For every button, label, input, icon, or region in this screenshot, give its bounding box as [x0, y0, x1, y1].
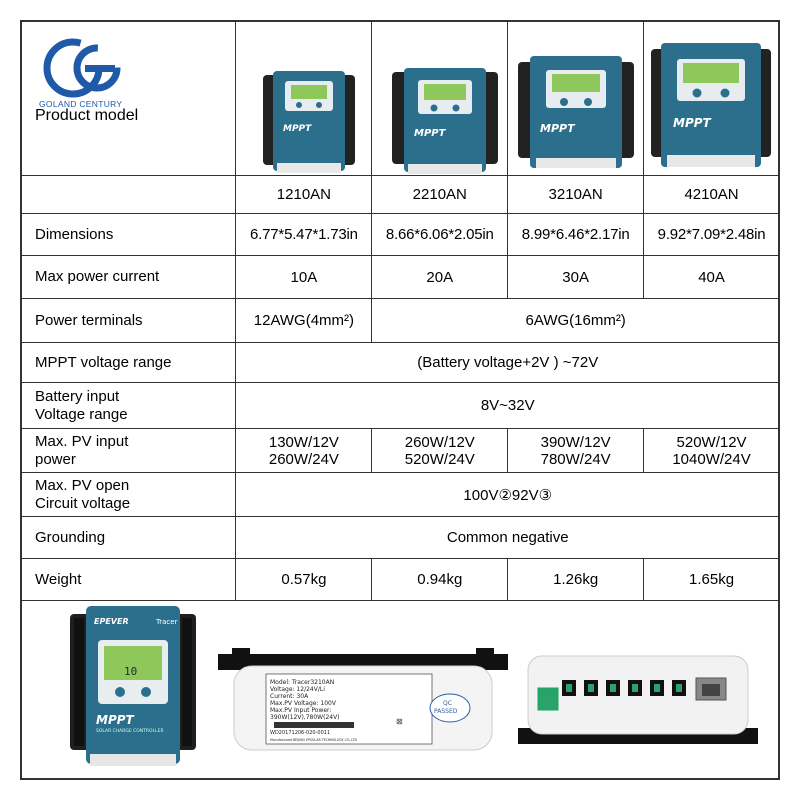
current-3210: 30A — [508, 256, 644, 299]
dimensions-3210: 8.99*6.46*2.17in — [508, 214, 644, 256]
dimensions-1210: 6.77*5.47*1.73in — [236, 214, 372, 256]
model-3210: 3210AN — [508, 176, 644, 214]
svg-text:MPPT: MPPT — [673, 116, 711, 130]
row-label-power-terminals: Power terminals — [21, 299, 236, 343]
pv-power-3210-12v: 390W/12V — [540, 433, 611, 451]
terminals-2210-4210: 6AWG(16mm²) — [372, 299, 780, 343]
epever-brand-text: EPEVER — [94, 617, 129, 626]
sticker-line-4: Max.PV Input Power: — [270, 707, 332, 714]
pv-power-1210-12v: 130W/12V — [268, 433, 339, 451]
lcd-value: 10 — [124, 665, 138, 678]
pv-power-2210-24v: 520W/24V — [404, 450, 475, 468]
product-model-label: Product model — [35, 107, 139, 124]
current-2210: 20A — [372, 256, 508, 299]
svg-text:MPPT: MPPT — [540, 122, 575, 135]
pv-power-1210-24v: 260W/24V — [268, 450, 339, 468]
current-4210: 40A — [644, 256, 780, 299]
controller-terminals-photo — [518, 652, 758, 752]
grounding-value: Common negative — [236, 517, 780, 559]
pv-power-2210-12v: 260W/12V — [404, 433, 475, 451]
svg-text:⊠: ⊠ — [396, 717, 403, 726]
sticker-line-2: Current: 30A — [270, 693, 309, 700]
battery-input-line2: Voltage range — [35, 405, 128, 423]
weight-3210: 1.26kg — [508, 559, 644, 601]
max-pv-open-value: 100V②92V③ — [236, 473, 780, 517]
max-pv-power-line2: power — [35, 450, 76, 468]
weight-2210: 0.94kg — [372, 559, 508, 601]
svg-text:MPPT: MPPT — [414, 128, 446, 139]
sticker-line-5: 390W(12V),780W(24V) — [270, 714, 340, 721]
pv-power-4210-12v: 520W/12V — [676, 433, 747, 451]
row-label-max-power-current: Max power current — [21, 256, 236, 299]
max-pv-open-line2: Circuit voltage — [35, 494, 131, 512]
sticker-serial: WD20171206-020-0011 — [270, 730, 331, 736]
svg-text:MPPT: MPPT — [96, 713, 134, 727]
passed-text: PASSED — [434, 708, 458, 715]
mppt-text: MPPT — [283, 124, 312, 134]
qc-text: QC — [443, 700, 452, 707]
terminals-1210: 12AWG(4mm²) — [236, 299, 372, 343]
model-1210: 1210AN — [236, 176, 372, 214]
weight-4210: 1.65kg — [644, 559, 780, 601]
row-label-grounding: Grounding — [21, 517, 236, 559]
photo-strip — [20, 596, 780, 780]
tracer-text: Tracer — [156, 618, 178, 626]
pv-power-4210-24v: 1040W/24V — [672, 450, 751, 468]
device-subtitle: SOLAR CHARGE CONTROLLER — [96, 729, 164, 734]
battery-input-value: 8V~32V — [236, 383, 780, 429]
model-2210: 2210AN — [372, 176, 508, 214]
sticker-line-0: Model: Tracer3210AN — [270, 679, 335, 686]
current-1210: 10A — [236, 256, 372, 299]
logo-text: GOLAND CENTURY — [39, 99, 123, 109]
max-pv-open-line1: Max. PV open — [35, 476, 130, 494]
controller-back-label-photo — [218, 648, 508, 758]
weight-1210: 0.57kg — [236, 559, 372, 601]
dimensions-2210: 8.66*6.06*2.05in — [372, 214, 508, 256]
max-pv-power-line1: Max. PV input — [35, 432, 129, 450]
mppt-voltage-value: (Battery voltage+2V ) ~72V — [236, 343, 780, 383]
row-label-dimensions: Dimensions — [21, 214, 236, 256]
dimensions-4210: 9.92*7.09*2.48in — [644, 214, 780, 256]
model-4210: 4210AN — [644, 176, 780, 214]
row-label-weight: Weight — [21, 559, 236, 601]
controller-front-photo — [68, 604, 198, 774]
sticker-line-1: Voltage: 12/24V/Li — [270, 686, 325, 693]
sticker-line-3: Max.PV Voltage: 100V — [270, 700, 336, 707]
row-label-mppt-voltage: MPPT voltage range — [21, 343, 236, 383]
battery-input-line1: Battery input — [35, 387, 120, 405]
pv-power-3210-24v: 780W/24V — [540, 450, 611, 468]
sticker-maker: Manufactured BEIJING EPSOLAR TECHNOLOGY CO.,LTD — [270, 738, 357, 742]
